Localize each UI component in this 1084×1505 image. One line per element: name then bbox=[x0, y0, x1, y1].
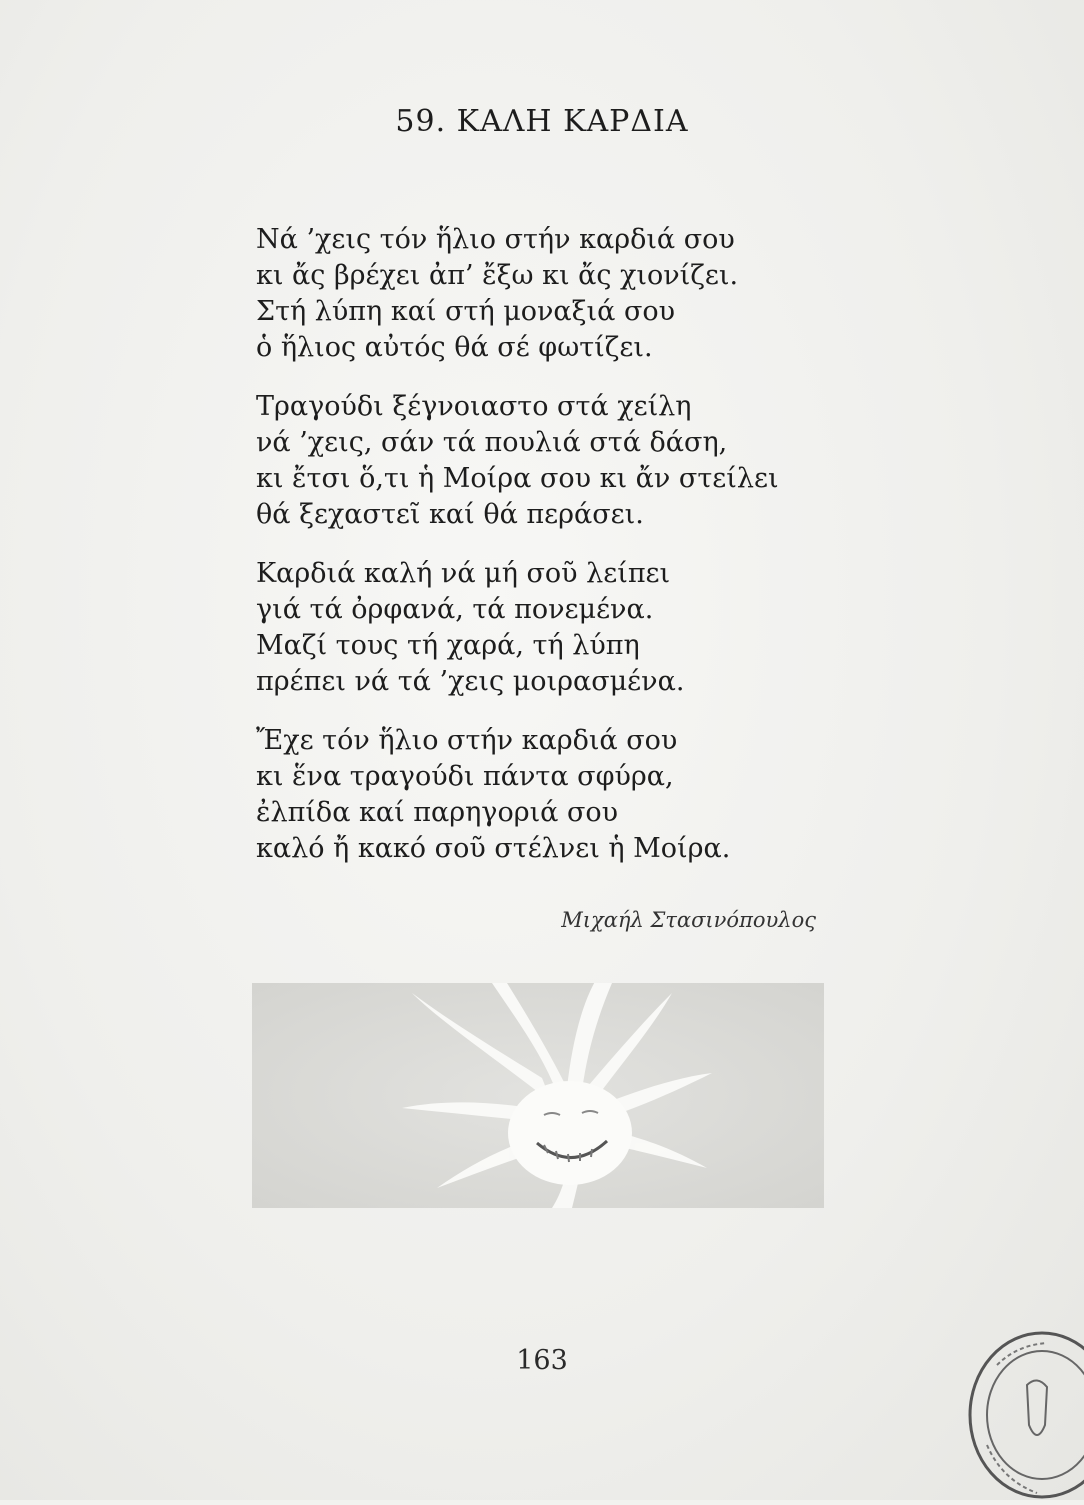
poem-line: Καρδιά καλή νά μή σοῦ λείπει bbox=[256, 558, 671, 589]
poem-line: κι ἄς βρέχει ἀπ’ ἔξω κι ἄς χιονίζει. bbox=[256, 260, 739, 291]
smiling-sun-icon bbox=[252, 983, 824, 1208]
poem-line: θά ξεχαστεῖ καί θά περάσει. bbox=[256, 499, 644, 530]
poem-line: καλό ἤ κακό σοῦ στέλνει ἡ Μοίρα. bbox=[256, 833, 731, 864]
stanza-1 bbox=[256, 222, 876, 366]
poem-line: Νά ’χεις τόν ἥλιο στήν καρδιά σου bbox=[256, 224, 735, 255]
poem-line: Στή λύπη καί στή μοναξιά σου bbox=[256, 296, 676, 327]
page-number: 163 bbox=[516, 1345, 568, 1376]
poem-line: ὁ ἥλιος αὐτός θά σέ φωτίζει. bbox=[256, 332, 653, 363]
seal-figure bbox=[1027, 1380, 1047, 1435]
poem-line: Μαζί τους τή χαρά, τή λύπη bbox=[256, 630, 640, 661]
sun-face bbox=[508, 1081, 632, 1185]
stanza-2 bbox=[256, 389, 876, 533]
library-seal-icon bbox=[957, 1325, 1084, 1505]
poem-line: πρέπει νά τά ’χεις μοιρασμένα. bbox=[256, 666, 685, 697]
poem-line: ἐλπίδα καί παρηγοριά σου bbox=[256, 797, 619, 828]
poem-line: κι ἕνα τραγούδι πάντα σφύρα, bbox=[256, 761, 674, 792]
poem-line: νά ’χεις, σάν τά πουλιά στά δάση, bbox=[256, 427, 728, 458]
poem-line: Τραγούδι ξέγνοιαστο στά χείλη bbox=[256, 391, 692, 422]
stanza-4 bbox=[256, 723, 876, 867]
poem-line: Ἔχε τόν ἥλιο στήν καρδιά σου bbox=[256, 725, 678, 756]
poem-line: κι ἔτσι ὅ,τι ἡ Μοίρα σου κι ἄν στείλει bbox=[256, 463, 779, 494]
seal-inner-ring bbox=[987, 1351, 1084, 1479]
stanza-3 bbox=[256, 556, 876, 700]
poem-title: 59. ΚΑΛΗ ΚΑΡΔΙΑ bbox=[395, 104, 689, 139]
poem-body bbox=[256, 222, 876, 890]
author-signature: Μιχαήλ Στασινόπουλος bbox=[561, 908, 816, 932]
poem-line: γιά τά ὀρφανά, τά πονεμένα. bbox=[256, 594, 654, 625]
